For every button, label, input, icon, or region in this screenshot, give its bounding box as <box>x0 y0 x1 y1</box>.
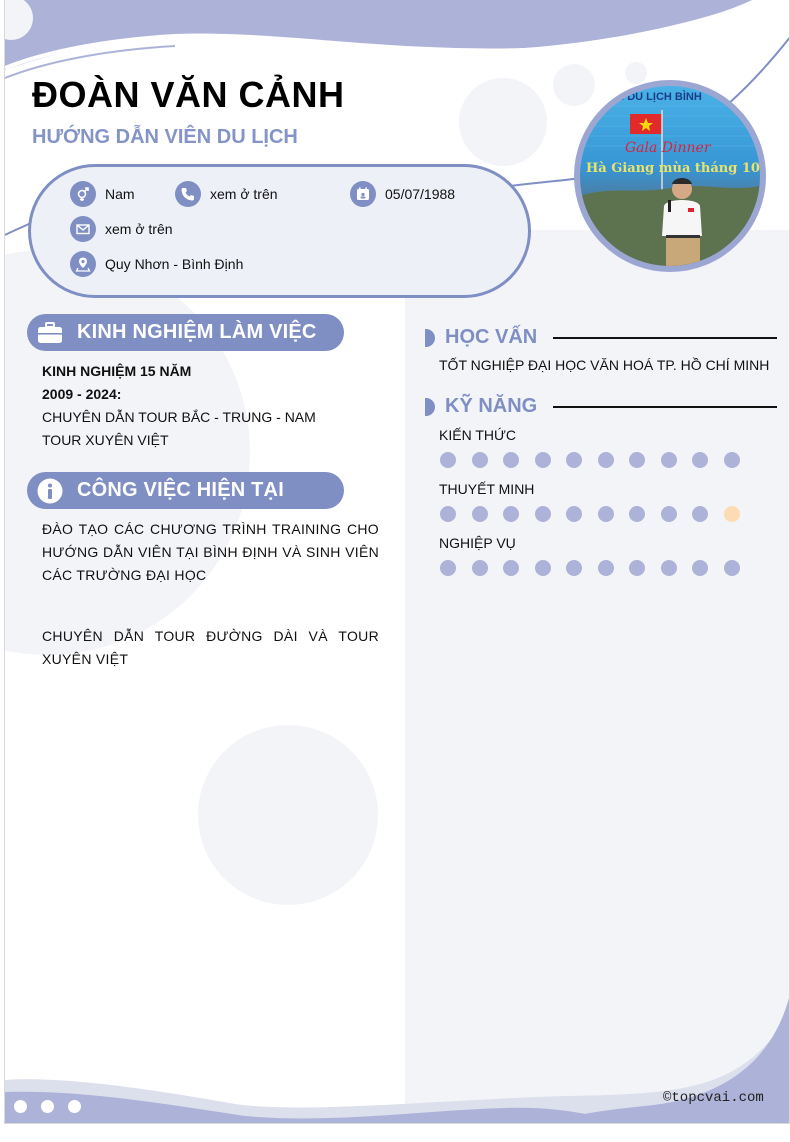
section-header-skills <box>425 395 777 418</box>
address-value: Quy Nhơn - Bình Định <box>105 256 244 272</box>
half-circle-icon <box>425 329 435 347</box>
mail-icon <box>70 216 96 242</box>
contact-gender <box>70 181 135 207</box>
skill-rating <box>440 560 755 576</box>
experience-line: TOUR XUYÊN VIỆT <box>42 432 169 448</box>
rating-dot-filled <box>535 452 551 468</box>
skill-rating <box>440 506 755 522</box>
skill-label: KIẾN THỨC <box>439 427 517 443</box>
photo-caption-top: M DU LỊCH BÌNH <box>615 91 702 103</box>
experience-details <box>42 360 316 452</box>
contact-birthday <box>350 181 455 207</box>
rating-dot-filled <box>598 506 614 522</box>
rating-dot-filled <box>535 506 551 522</box>
section-title: KỸ NĂNG <box>445 395 538 417</box>
rating-dot-filled <box>566 506 582 522</box>
section-header-education <box>425 326 777 349</box>
experience-period: 2009 - 2024: <box>42 386 122 402</box>
skill-label: NGHIỆP VỤ <box>439 535 516 551</box>
briefcase-icon <box>37 320 63 346</box>
rating-dot-empty <box>724 506 740 522</box>
rating-dot-filled <box>661 506 677 522</box>
divider <box>553 406 777 408</box>
current-job-paragraph: ĐÀO TẠO CÁC CHƯƠNG TRÌNH TRAINING CHO HƯỚNG DẪN VIÊN TẠI BÌNH ĐỊNH VÀ SINH VIÊN CÁC TRƯỜNG ĐẠI HỌC <box>42 521 379 583</box>
experience-line: CHUYÊN DẪN TOUR BẮC - TRUNG - NAM <box>42 409 316 425</box>
skill-rating <box>440 452 755 468</box>
rating-dot-filled <box>440 452 456 468</box>
rating-dot-filled <box>566 560 582 576</box>
footer-dot <box>41 1100 54 1113</box>
rating-dot-filled <box>566 452 582 468</box>
rating-dot-filled <box>440 506 456 522</box>
rating-dot-filled <box>724 560 740 576</box>
gender-icon <box>70 181 96 207</box>
rating-dot-filled <box>535 560 551 576</box>
rating-dot-filled <box>629 560 645 576</box>
experience-summary: KINH NGHIỆM 15 NĂM <box>42 363 192 379</box>
gender-value: Nam <box>105 186 135 202</box>
birthday-value: 05/07/1988 <box>385 186 456 202</box>
rating-dot-filled <box>440 560 456 576</box>
rating-dot-filled <box>503 506 519 522</box>
profile-photo <box>574 80 766 272</box>
rating-dot-filled <box>692 560 708 576</box>
current-job-paragraph: CHUYÊN DẪN TOUR ĐƯỜNG DÀI VÀ TOUR XUYÊN VIỆT <box>42 628 379 667</box>
rating-dot-filled <box>503 452 519 468</box>
section-title: HỌC VẤN <box>445 326 538 348</box>
location-icon <box>70 251 96 277</box>
skill-label: THUYẾT MINH <box>439 481 535 497</box>
candidate-name: ĐOÀN VĂN CẢNH <box>32 74 345 115</box>
phone-icon <box>175 181 201 207</box>
photo-illustration <box>580 86 760 266</box>
rating-dot-filled <box>472 452 488 468</box>
rating-dot-filled <box>503 560 519 576</box>
rating-dot-filled <box>472 560 488 576</box>
rating-dot-filled <box>661 452 677 468</box>
rating-dot-filled <box>692 506 708 522</box>
contact-address <box>70 251 243 277</box>
copyright-text: ©topcvai.com <box>663 1090 764 1106</box>
rating-dot-filled <box>692 452 708 468</box>
photo-caption-event: Hà Giang mùa tháng 10 <box>586 161 760 176</box>
phone-value: xem ở trên <box>210 186 278 202</box>
divider <box>553 337 777 339</box>
rating-dot-filled <box>598 452 614 468</box>
rating-dot-filled <box>724 452 740 468</box>
section-header-experience <box>27 314 344 351</box>
half-circle-icon <box>425 398 435 416</box>
rating-dot-filled <box>629 452 645 468</box>
section-header-current-job <box>27 472 344 509</box>
info-icon <box>37 478 63 504</box>
calendar-icon <box>350 181 376 207</box>
footer-dot <box>68 1100 81 1113</box>
education-text: TỐT NGHIỆP ĐẠI HỌC VĂN HOÁ TP. HỒ CHÍ MINH <box>439 357 770 373</box>
email-value: xem ở trên <box>105 221 173 237</box>
rating-dot-filled <box>472 506 488 522</box>
photo-caption-script: Gala Dinner <box>625 140 711 156</box>
rating-dot-filled <box>661 560 677 576</box>
footer-dot <box>14 1100 27 1113</box>
footer-dots <box>14 1100 95 1113</box>
cv-page <box>4 0 790 1124</box>
section-title: KINH NGHIỆM LÀM VIỆC <box>77 321 317 343</box>
contact-phone <box>175 181 278 207</box>
rating-dot-filled <box>598 560 614 576</box>
rating-dot-filled <box>629 506 645 522</box>
section-title: CÔNG VIỆC HIỆN TẠI <box>77 479 284 501</box>
contact-email <box>70 216 173 242</box>
candidate-job-title: HƯỚNG DẪN VIÊN DU LỊCH <box>32 126 298 148</box>
